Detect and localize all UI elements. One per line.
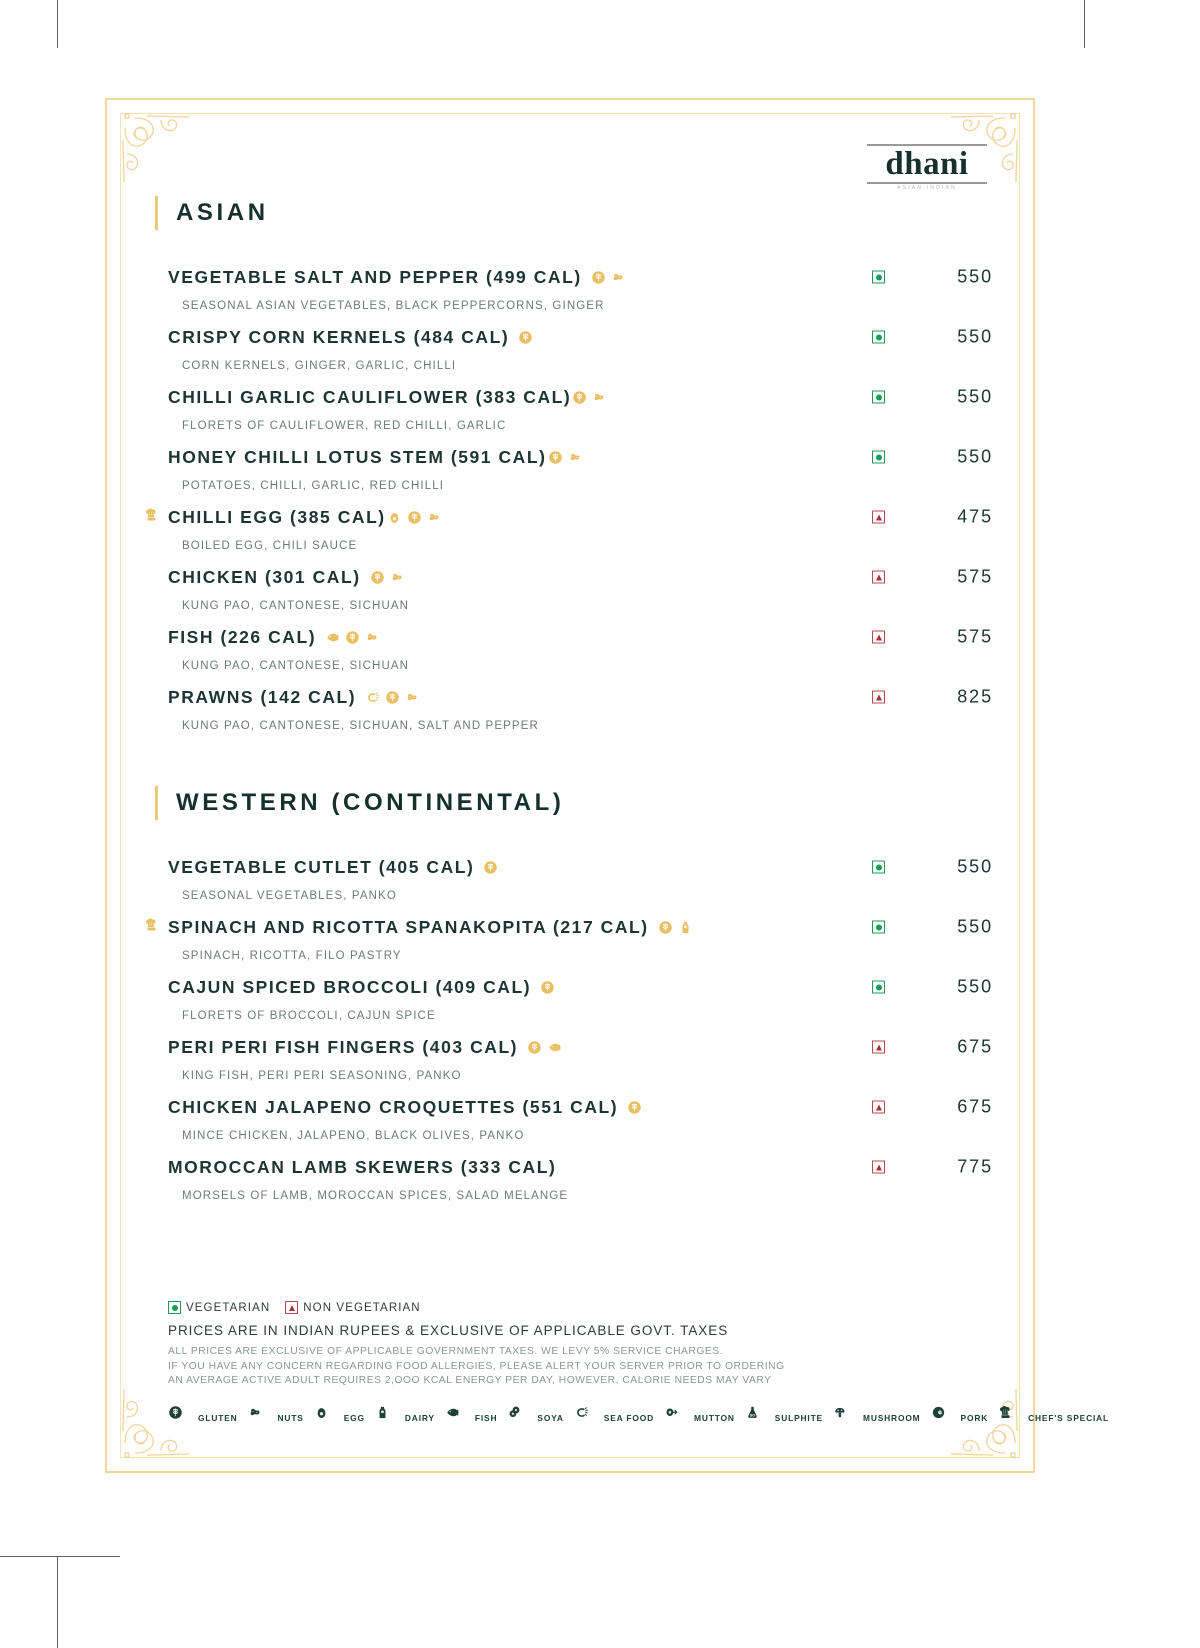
menu-item-allergen-icons (370, 570, 405, 585)
crop-mark-bottom-left-horizontal (0, 1556, 120, 1557)
allergen-legend (168, 1405, 1110, 1431)
menu-item-row (168, 852, 993, 882)
menu-item-row (168, 382, 993, 412)
allergen-legend-label: SOYA (537, 1413, 564, 1423)
seafood-icon (574, 1405, 589, 1420)
nuts-icon (611, 270, 626, 285)
svg-text:SO: SO (749, 1412, 756, 1418)
allergen-legend-label: MUTTON (694, 1413, 735, 1423)
non-vegetarian-mark-icon (872, 631, 885, 644)
menu-item-list (155, 852, 993, 1202)
menu-item-name: PRAWNS (142 CAL) (168, 686, 357, 707)
nuts-icon (592, 390, 607, 405)
egg-icon (387, 510, 402, 525)
crop-mark-top-right (1084, 0, 1085, 48)
dairy-icon (678, 920, 693, 935)
menu-item[interactable] (168, 562, 993, 612)
menu-item-row (168, 1092, 993, 1122)
gluten-icon (370, 570, 385, 585)
chef-icon (998, 1405, 1013, 1420)
vegetarian-mark-icon (872, 391, 885, 404)
mutton-icon (664, 1405, 679, 1420)
section-header (155, 786, 993, 820)
crop-mark-bottom-left-vertical (57, 1556, 58, 1648)
section-title: ASIAN (176, 199, 269, 226)
diet-legend-item (285, 1301, 420, 1314)
pork-icon (931, 1405, 946, 1420)
allergen-legend-entry (314, 1405, 365, 1431)
allergen-legend-entry (745, 1405, 823, 1431)
menu-item-price: 550 (957, 266, 993, 287)
menu-item-name: CHICKEN JALAPENO CROQUETTES (551 CAL) (168, 1096, 619, 1117)
menu-item-allergen-icons (387, 510, 442, 525)
menu-item-name: CHILLI GARLIC CAULIFLOWER (383 CAL) (168, 386, 572, 407)
non-vegetarian-mark-icon (285, 1301, 298, 1314)
gluten-icon (627, 1100, 642, 1115)
fish-icon (325, 630, 340, 645)
menu-item[interactable] (168, 262, 993, 312)
menu-item-list (155, 262, 993, 732)
section-accent-bar (155, 786, 158, 820)
menu-item-description: MORSELS OF LAMB, MOROCCAN SPICES, SALAD MELANGE (182, 1190, 569, 1202)
gluten-icon (548, 450, 563, 465)
menu-item-name: CAJUN SPICED BROCCOLI (409 CAL) (168, 976, 532, 997)
gluten-icon (540, 980, 555, 995)
menu-item-allergen-icons (540, 980, 555, 995)
seafood-icon (365, 690, 380, 705)
mutton-icon (664, 1405, 690, 1431)
fine-print (168, 1345, 993, 1389)
menu-item[interactable] (168, 322, 993, 372)
section-spacer (155, 742, 993, 786)
allergen-legend-entry (445, 1405, 497, 1431)
allergen-legend-label: GLUTEN (198, 1413, 238, 1423)
crop-mark-top-left (57, 0, 58, 48)
diet-legend-label: NON VEGETARIAN (303, 1301, 421, 1314)
menu-content (155, 196, 993, 1212)
allergen-legend-entry (375, 1405, 435, 1431)
sulphite-icon (745, 1405, 771, 1431)
allergen-legend-label: DAIRY (404, 1413, 435, 1423)
menu-item-price: 675 (957, 1096, 993, 1117)
nuts-icon (365, 630, 380, 645)
menu-item-description: SEASONAL ASIAN VEGETABLES, BLACK PEPPERCORNS, GINGER (182, 300, 605, 312)
gluten-icon (527, 1040, 542, 1055)
fine-print-line: IF YOU HAVE ANY CONCERN REGARDING FOOD ALLERGIES, PLEASE ALERT YOUR SERVER PRIOR TO ORDERING (168, 1360, 785, 1372)
menu-item-row (168, 322, 993, 352)
gluten-icon (658, 920, 673, 935)
menu-section (155, 786, 993, 1202)
menu-item-name: HONEY CHILLI LOTUS STEM (591 CAL) (168, 446, 547, 467)
menu-item-price: 675 (957, 1036, 993, 1057)
menu-item[interactable] (168, 682, 993, 732)
nuts-icon (405, 690, 420, 705)
menu-item-description: SPINACH, RICOTTA, FILO PASTRY (182, 950, 402, 962)
menu-item-description: POTATOES, CHILLI, GARLIC, RED CHILLI (182, 480, 445, 492)
egg-icon (314, 1405, 329, 1420)
fish-icon (445, 1405, 460, 1420)
menu-item-name: CRISPY CORN KERNELS (484 CAL) (168, 326, 510, 347)
gluten-icon (483, 860, 498, 875)
menu-item-allergen-icons (627, 1100, 642, 1115)
menu-section (155, 196, 993, 732)
menu-item-allergen-icons (591, 270, 626, 285)
section-title: WESTERN (CONTINENTAL) (176, 789, 565, 816)
menu-item-description: KING FISH, PERI PERI SEASONING, PANKO (182, 1070, 462, 1082)
nuts-icon (390, 570, 405, 585)
vegetarian-mark-icon (872, 271, 885, 284)
menu-item-price: 550 (957, 856, 993, 877)
menu-item-description: FLORETS OF BROCCOLI, CAJUN SPICE (182, 1010, 436, 1022)
menu-item-description: MINCE CHICKEN, JALAPENO, BLACK OLIVES, PANKO (182, 1130, 525, 1142)
menu-item-row (168, 972, 993, 1002)
sulphite-icon (745, 1405, 760, 1420)
allergen-legend-label: NUTS (277, 1413, 304, 1423)
menu-footer (168, 1301, 1110, 1431)
vegetarian-mark-icon (872, 331, 885, 344)
menu-item[interactable] (168, 852, 993, 902)
menu-item-row (168, 1032, 993, 1062)
menu-item-allergen-icons (548, 450, 583, 465)
menu-item-description: CORN KERNELS, GINGER, GARLIC, CHILLI (182, 360, 457, 372)
menu-item[interactable] (168, 622, 993, 672)
menu-item[interactable] (168, 912, 993, 962)
menu-item[interactable] (168, 442, 993, 492)
nuts-icon (427, 510, 442, 525)
menu-item-price: 550 (957, 386, 993, 407)
menu-item[interactable] (168, 1092, 993, 1142)
menu-item[interactable] (168, 382, 993, 432)
gluten-icon (168, 1405, 194, 1431)
menu-item-allergen-icons (527, 1040, 562, 1055)
chef-special-icon (144, 508, 163, 527)
gluten-icon (591, 270, 606, 285)
chef-special-icon (144, 918, 163, 937)
menu-item-description: FLORETS OF CAULIFLOWER, RED CHILLI, GARLIC (182, 420, 507, 432)
prices-note: PRICES ARE IN INDIAN RUPEES & EXCLUSIVE OF APPLICABLE GOVT. TAXES (168, 1323, 729, 1339)
vegetarian-mark-icon (168, 1301, 181, 1314)
menu-item[interactable] (168, 502, 993, 552)
section-accent-bar (155, 196, 158, 230)
brand-tagline: ASIAN INDIAN (897, 184, 957, 191)
menu-item-name: MOROCCAN LAMB SKEWERS (333 CAL) (168, 1156, 557, 1177)
gluten-icon (407, 510, 422, 525)
menu-item[interactable] (168, 1152, 993, 1202)
menu-item-name: CHICKEN (301 CAL) (168, 566, 361, 587)
nuts-icon (248, 1405, 274, 1431)
menu-item-price: 550 (957, 446, 993, 467)
menu-item-allergen-icons (483, 860, 498, 875)
gluten-icon (385, 690, 400, 705)
menu-item-row (168, 622, 993, 652)
allergen-legend-entry (931, 1405, 989, 1431)
diet-legend-label: VEGETARIAN (186, 1301, 271, 1314)
menu-item[interactable] (168, 972, 993, 1022)
menu-item-description: SEASONAL VEGETABLES, PANKO (182, 890, 397, 902)
diet-legend (168, 1301, 993, 1314)
pork-icon (931, 1405, 957, 1431)
menu-item-row (168, 562, 993, 592)
gluten-icon (345, 630, 360, 645)
menu-item-description: BOILED EGG, CHILI SAUCE (182, 540, 358, 552)
menu-item-row (168, 262, 993, 292)
menu-item-name: SPINACH AND RICOTTA SPANAKOPITA (217 CAL) (168, 916, 649, 937)
menu-page (105, 98, 1110, 1473)
menu-item-description: KUNG PAO, CANTONESE, SICHUAN (182, 660, 410, 672)
allergen-legend-label: EGG (343, 1413, 365, 1423)
dairy-icon (375, 1405, 401, 1431)
vegetarian-mark-icon (872, 451, 885, 464)
chef-icon (998, 1405, 1024, 1431)
fish-icon (445, 1405, 471, 1431)
allergen-legend-label: MUSHROOM (863, 1413, 921, 1423)
menu-item-description: KUNG PAO, CANTONESE, SICHUAN, SALT AND PEPPER (182, 720, 539, 732)
menu-item-name: PERI PERI FISH FINGERS (403 CAL) (168, 1036, 519, 1057)
section-header (155, 196, 993, 230)
menu-item-price: 550 (957, 976, 993, 997)
allergen-legend-entry (168, 1405, 238, 1431)
menu-item-price: 575 (957, 566, 993, 587)
non-vegetarian-mark-icon (872, 1161, 885, 1174)
menu-item-price: 550 (957, 916, 993, 937)
soya-icon (507, 1405, 522, 1420)
allergen-legend-label: FISH (474, 1413, 498, 1423)
allergen-legend-entry (574, 1405, 654, 1431)
chef-icon (144, 918, 159, 933)
vegetarian-mark-icon (872, 921, 885, 934)
menu-item-allergen-icons (518, 330, 533, 345)
vegetarian-mark-icon (872, 861, 885, 874)
fine-print-line: ALL PRICES ARE EXCLUSIVE OF APPLICABLE GOVERNMENT TAXES. WE LEVY 5% SERVICE CHARGES. (168, 1346, 724, 1358)
nuts-icon (568, 450, 583, 465)
menu-item-price: 825 (957, 686, 993, 707)
menu-item-row (168, 682, 993, 712)
allergen-legend-entry (998, 1405, 1109, 1431)
gluten-icon (168, 1405, 183, 1420)
non-vegetarian-mark-icon (872, 691, 885, 704)
diet-legend-item (168, 1301, 270, 1314)
brand-logo (867, 144, 987, 191)
allergen-legend-entry (507, 1405, 563, 1431)
fine-print-line: AN AVERAGE ACTIVE ADULT REQUIRES 2,OOO KCAL ENERGY PER DAY, HOWEVER, CALORIE NEEDS MAY VARY (168, 1375, 772, 1387)
allergen-legend-label: PORK (960, 1413, 989, 1423)
allergen-legend-label: SEA FOOD (603, 1413, 654, 1423)
menu-item-allergen-icons (572, 390, 607, 405)
brand-name: dhani (885, 146, 969, 182)
mushroom-icon (833, 1405, 848, 1420)
non-vegetarian-mark-icon (872, 511, 885, 524)
menu-item-description: KUNG PAO, CANTONESE, SICHUAN (182, 600, 410, 612)
menu-item-price: 575 (957, 626, 993, 647)
menu-item-row (168, 502, 993, 532)
seafood-icon (574, 1405, 600, 1431)
mushroom-icon (833, 1405, 859, 1431)
fish-icon (547, 1040, 562, 1055)
nuts-icon (248, 1405, 263, 1420)
menu-item-price: 475 (957, 506, 993, 527)
allergen-legend-entry (248, 1405, 304, 1431)
menu-item-row (168, 442, 993, 472)
menu-item-price: 550 (957, 326, 993, 347)
menu-item[interactable] (168, 1032, 993, 1082)
chef-icon (144, 508, 159, 523)
menu-item-name: CHILLI EGG (385 CAL) (168, 506, 386, 527)
soya-icon (507, 1405, 533, 1431)
allergen-legend-label: CHEF'S SPECIAL (1028, 1413, 1110, 1423)
gluten-icon (572, 390, 587, 405)
menu-item-row (168, 912, 993, 942)
egg-icon (314, 1405, 340, 1431)
non-vegetarian-mark-icon (872, 1101, 885, 1114)
non-vegetarian-mark-icon (872, 571, 885, 584)
allergen-legend-label: SULPHITE (774, 1413, 823, 1423)
menu-item-name: FISH (226 CAL) (168, 626, 317, 647)
allergen-legend-entry (833, 1405, 921, 1431)
menu-item-row (168, 1152, 993, 1182)
vegetarian-mark-icon (872, 981, 885, 994)
corner-ornament-icon (117, 110, 213, 206)
menu-item-price: 775 (957, 1156, 993, 1177)
menu-item-allergen-icons (365, 690, 420, 705)
menu-item-allergen-icons (658, 920, 693, 935)
gluten-icon (518, 330, 533, 345)
menu-item-name: VEGETABLE SALT AND PEPPER (499 CAL) (168, 266, 582, 287)
dairy-icon (375, 1405, 390, 1420)
menu-item-allergen-icons (325, 630, 380, 645)
allergen-legend-entry (664, 1405, 735, 1431)
non-vegetarian-mark-icon (872, 1041, 885, 1054)
menu-item-name: VEGETABLE CUTLET (405 CAL) (168, 856, 475, 877)
